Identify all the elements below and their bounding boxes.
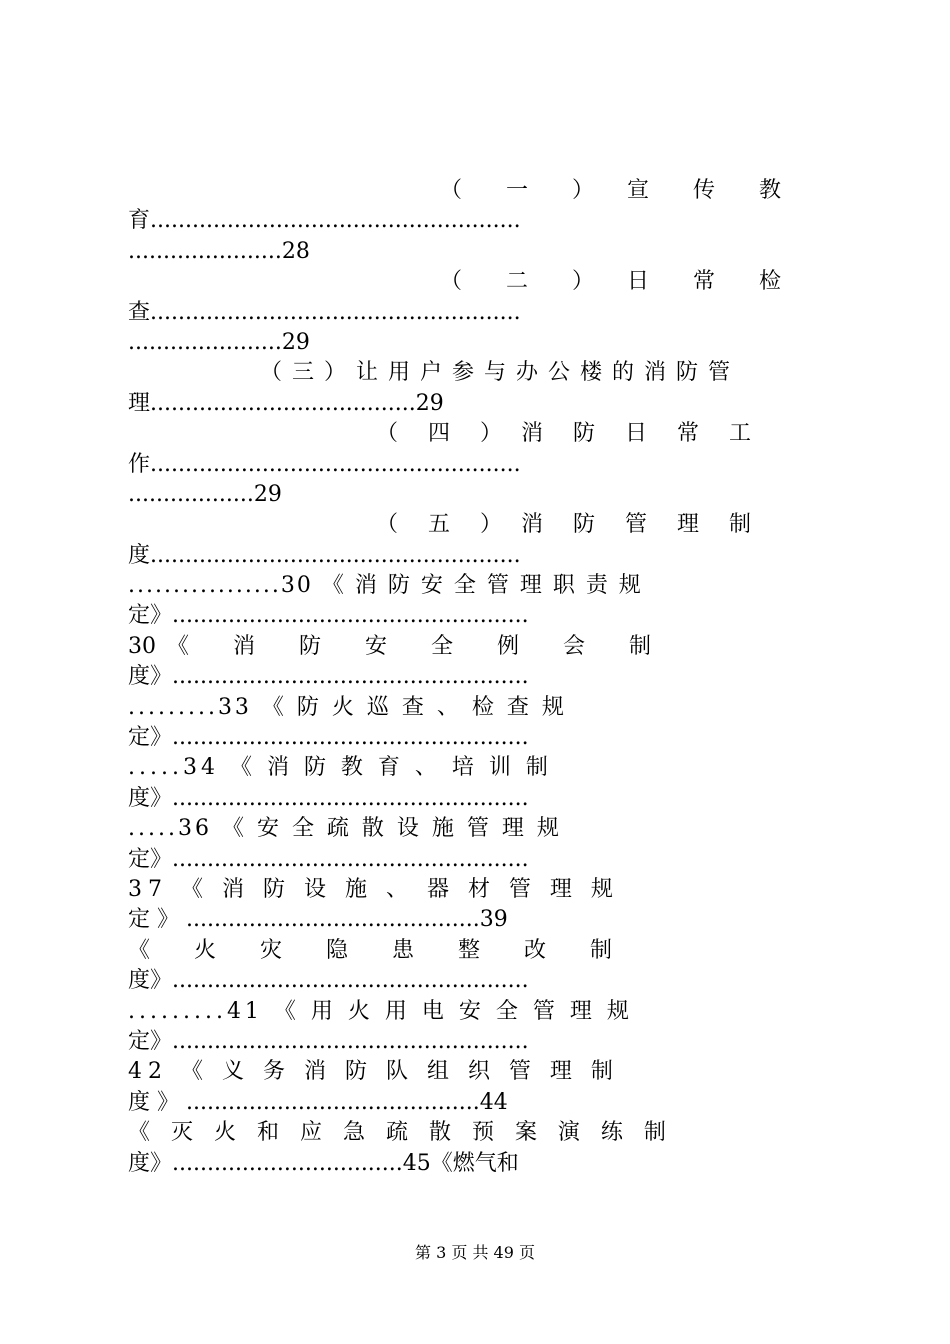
toc-line-text: 30 《 消 防 安 全 例 会 制	[128, 633, 651, 659]
toc-line-text: 定》...................................................	[128, 603, 529, 629]
toc-line	[128, 632, 832, 662]
toc-line	[128, 1118, 832, 1148]
toc-line	[128, 693, 832, 723]
toc-line-text: 度》...................................................	[128, 968, 529, 994]
toc-line	[128, 1088, 832, 1118]
toc-line-text: ......................28	[128, 238, 310, 264]
toc-line-text: 度》.................................45《燃气和	[128, 1150, 519, 1176]
toc-line-text: （ 五 ） 消 防 管 理 制	[376, 512, 756, 538]
toc-line-text: 理......................................29	[128, 390, 444, 416]
toc-line-text: .........33 《 防 火 巡 查 、 检 查 规	[128, 694, 567, 720]
table-of-contents	[128, 176, 832, 1179]
toc-line-text: 作.....................................................	[128, 451, 521, 477]
toc-line	[128, 1057, 832, 1087]
toc-line	[128, 814, 832, 844]
toc-line-text: 度 》 ..........................................44	[128, 1089, 508, 1115]
toc-line-text: 育.....................................................	[128, 208, 521, 234]
toc-line	[128, 480, 832, 510]
toc-line-text: ..................29	[128, 481, 282, 507]
toc-line	[128, 997, 832, 1027]
toc-line	[128, 1027, 832, 1057]
toc-line	[128, 419, 832, 449]
toc-line-text: 度》...................................................	[128, 664, 529, 690]
toc-line-text: 《 灭 火 和 应 急 疏 散 预 案 演 练 制	[128, 1120, 673, 1146]
toc-line-text: 定》...................................................	[128, 846, 529, 872]
toc-line	[128, 966, 832, 996]
toc-line-text: （ 二 ） 日 常 检	[440, 269, 782, 295]
toc-line-text: （三）让用户参与办公楼的消防管	[260, 360, 741, 386]
toc-line	[128, 237, 832, 267]
toc-line	[128, 267, 832, 297]
toc-line-text: 度.....................................................	[128, 542, 521, 568]
toc-line-text: 查.....................................................	[128, 299, 521, 325]
toc-line	[128, 905, 832, 935]
toc-line-text: （ 四 ） 消 防 日 常 工	[376, 421, 756, 447]
toc-line-text: 定》...................................................	[128, 1028, 529, 1054]
toc-line	[128, 875, 832, 905]
toc-line	[128, 541, 832, 571]
toc-line	[128, 176, 832, 206]
toc-line	[128, 389, 832, 419]
toc-line	[128, 845, 832, 875]
toc-line-text: .................30 《 消 防 安 全 管 理 职 责 规	[128, 573, 643, 599]
toc-line-text: （ 一 ） 宣 传 教	[440, 178, 782, 203]
toc-line-text: 37 《 消 防 设 施 、 器 材 管 理 规	[128, 876, 619, 902]
toc-line-text: 42 《 义 务 消 防 队 组 织 管 理 制	[128, 1059, 619, 1085]
toc-line-text: .....36 《 安 全 疏 散 设 施 管 理 规	[128, 816, 562, 842]
toc-line	[128, 723, 832, 753]
toc-line-text: ......................29	[128, 329, 310, 355]
toc-line-text: 度》...................................................	[128, 785, 529, 811]
toc-line	[128, 936, 832, 966]
toc-line	[128, 206, 832, 236]
toc-line	[128, 510, 832, 540]
toc-line	[128, 1149, 832, 1179]
toc-line	[128, 450, 832, 480]
toc-line	[128, 753, 832, 783]
toc-line-text: .....34 《 消 防 教 育 、 培 训 制	[128, 755, 552, 781]
toc-line	[128, 358, 832, 388]
toc-line	[128, 662, 832, 692]
toc-line-text: .........41 《 用 火 用 电 安 全 管 理 规	[128, 998, 633, 1024]
page-footer	[0, 1243, 950, 1263]
toc-line	[128, 298, 832, 328]
page-number-label: 第 3 页 共 49 页	[415, 1243, 535, 1262]
toc-line	[128, 784, 832, 814]
toc-line	[128, 571, 832, 601]
toc-line-text: 定》...................................................	[128, 725, 529, 751]
toc-line-text: 定 》 ..........................................39	[128, 907, 508, 933]
toc-line	[128, 328, 832, 358]
toc-line	[128, 601, 832, 631]
toc-line-text: 《 火 灾 隐 患 整 改 制	[128, 937, 613, 963]
